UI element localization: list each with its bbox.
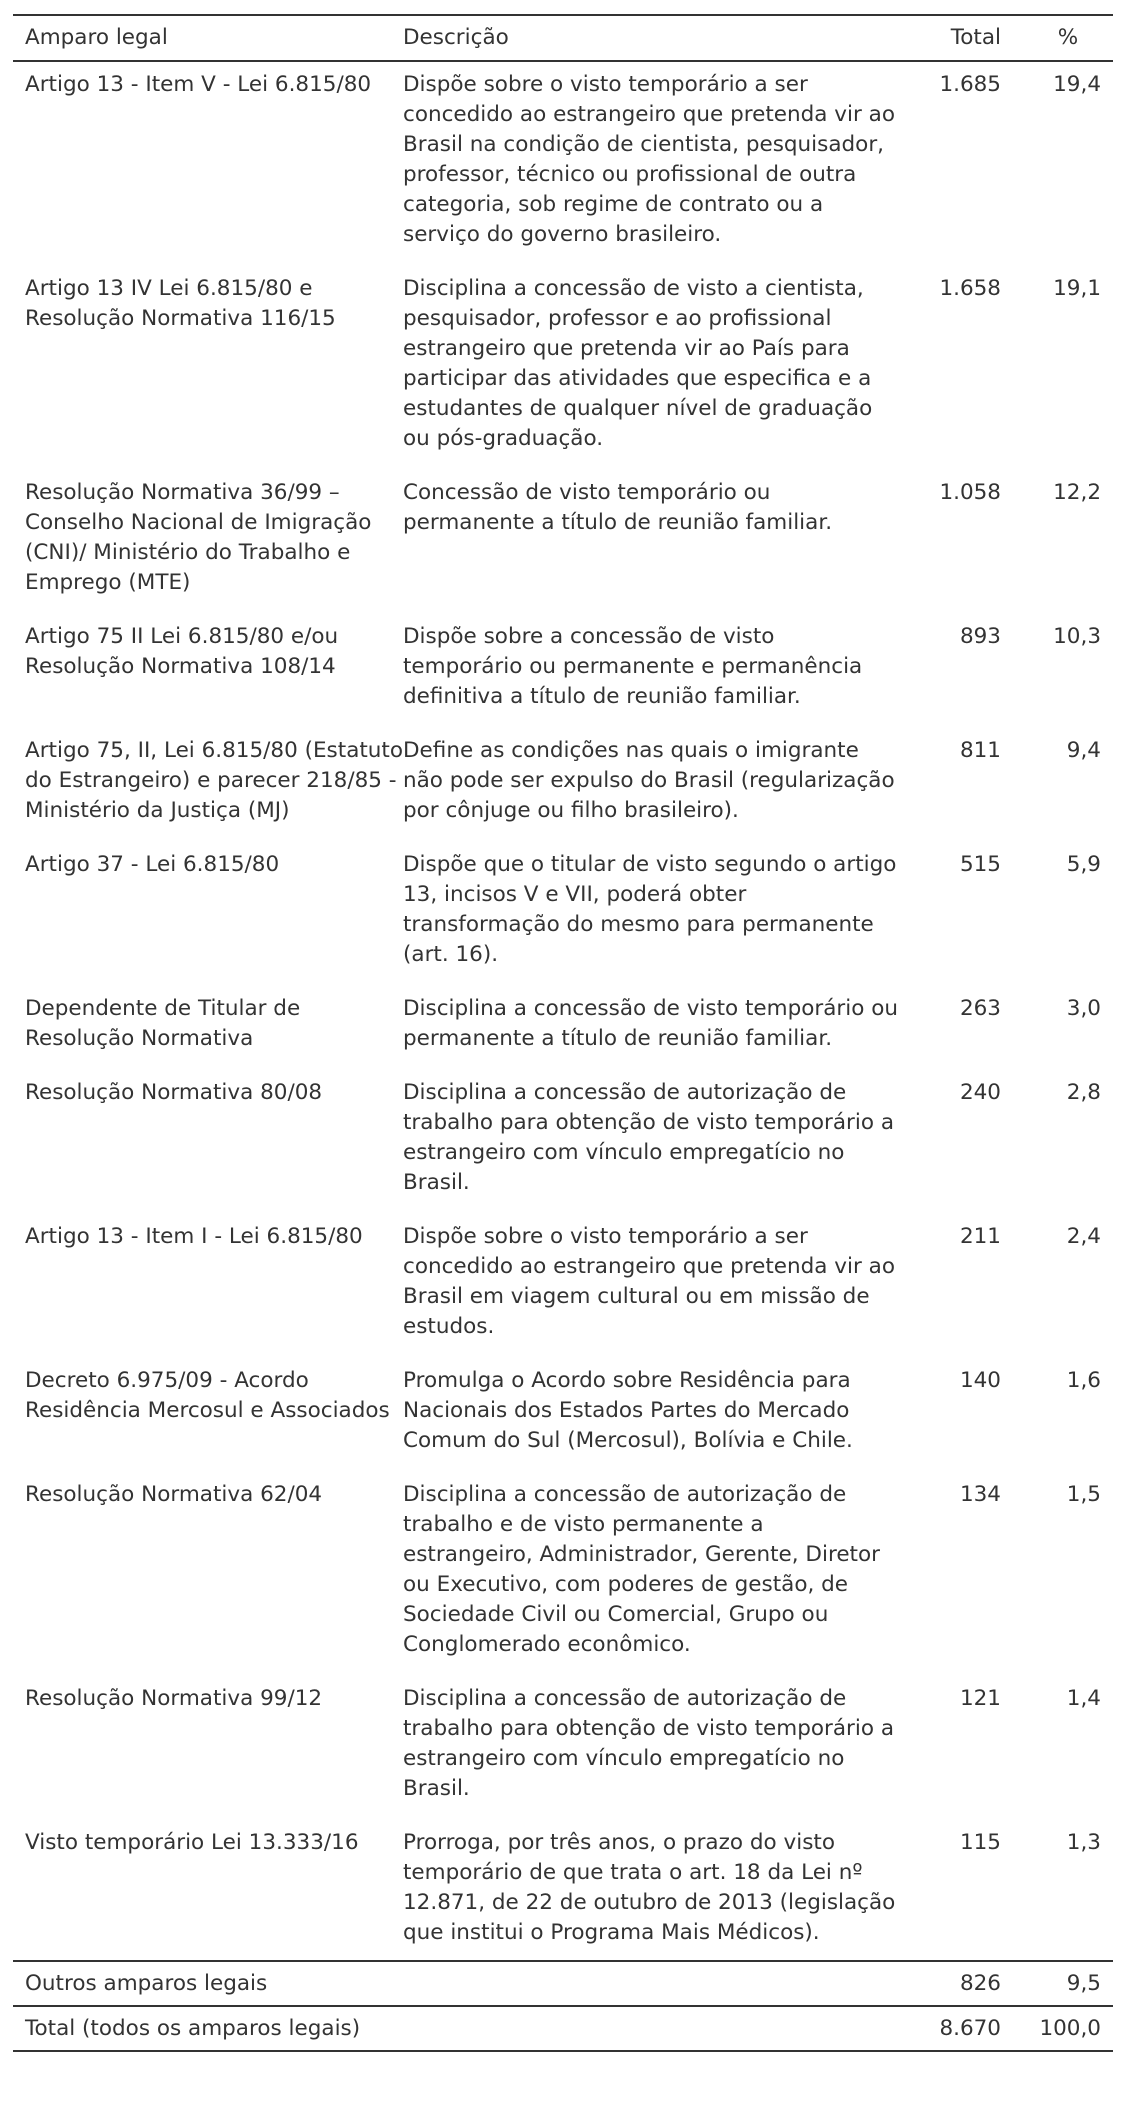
descricao-cell: Disciplina a concessão de visto temporário ou permanente a título de reunião familiar. [403,996,899,1051]
descricao-cell: Prorroga, por três anos, o prazo do visto temporário de que trata o art. 18 da Lei nº 12.871, de 22 de outubro de 2013 (legislação que institui o Programa Mais Médicos). [403,1830,896,1945]
total-cell: 121 [959,1686,1001,1711]
total-row [13,2006,1113,2051]
total-cell: 115 [959,1830,1001,1855]
table-header-row [13,15,1113,61]
table-row [13,1816,1113,1961]
header-pct: % [1057,25,1079,50]
pct-cell: 10,3 [1053,624,1101,649]
pct-cell: 2,4 [1066,1224,1101,1249]
descricao-cell: Concessão de visto temporário ou permanente a título de reunião familiar. [403,480,833,535]
total-cell: 140 [959,1368,1001,1393]
amparo-cell: Artigo 13 IV Lei 6.815/80 e Resolução Normativa 116/15 [25,276,336,331]
total-cell: 515 [959,852,1001,877]
pct-cell: 19,1 [1053,276,1101,301]
pct-cell: 12,2 [1053,480,1101,505]
pct-cell: 1,6 [1066,1368,1101,1393]
pct-cell: 19,4 [1053,72,1101,97]
descricao-cell: Disciplina a concessão de visto a cientista, pesquisador, professor e ao profissional estrangeiro que pretenda vir ao País para participar das atividades que especifica e a estudantes de qualquer nível de graduação ou pós-graduação. [403,276,873,451]
descricao-cell: Define as condições nas quais o imigrante não pode ser expulso do Brasil (regularização por cônjuge ou filho brasileiro). [403,738,895,823]
header-total: Total [950,25,1001,50]
table-row [13,724,1113,838]
total-cell: 134 [959,1482,1001,1507]
amparo-legal-table [13,14,1113,2052]
outros-pct: 9,5 [1066,1971,1101,1996]
total-cell: 1.658 [939,276,1001,301]
table-row [13,610,1113,724]
header-descricao: Descrição [403,25,509,50]
table-row [13,1468,1113,1672]
amparo-cell: Resolução Normativa 80/08 [25,1080,323,1105]
pct-cell: 1,3 [1066,1830,1101,1855]
outros-total: 826 [959,1971,1001,1996]
total-pct: 100,0 [1039,2016,1101,2041]
amparo-cell: Artigo 37 - Lei 6.815/80 [25,852,280,877]
total-cell: 1.058 [939,480,1001,505]
pct-cell: 1,5 [1066,1482,1101,1507]
outros-descricao [403,1961,918,2006]
total-cell: 1.685 [939,72,1001,97]
table-row [13,61,1113,262]
header-amparo: Amparo legal [25,25,168,50]
amparo-cell: Resolução Normativa 36/99 – Conselho Nacional de Imigração (CNI)/ Ministério do Trabalho e Emprego (MTE) [25,480,372,595]
pct-cell: 1,4 [1066,1686,1101,1711]
table-row [13,1354,1113,1468]
amparo-cell: Artigo 13 - Item I - Lei 6.815/80 [25,1224,363,1249]
table-row [13,982,1113,1066]
amparo-cell: Resolução Normativa 99/12 [25,1686,323,1711]
pct-cell: 5,9 [1066,852,1101,877]
pct-cell: 9,4 [1066,738,1101,763]
table-row [13,1066,1113,1210]
descricao-cell: Disciplina a concessão de autorização de trabalho e de visto permanente a estrangeiro, Administrador, Gerente, Diretor ou Executivo, com poderes de gestão, de Sociedade Civil ou Comercial, Grupo ou Conglomerado econômico. [403,1482,880,1657]
total-cell: 263 [959,996,1001,1021]
table-row [13,1672,1113,1816]
amparo-cell: Visto temporário Lei 13.333/16 [25,1830,359,1855]
total-cell: 811 [959,738,1001,763]
amparo-cell: Artigo 75, II, Lei 6.815/80 (Estatuto do Estrangeiro) e parecer 218/85 - Ministério da Justiça (MJ) [25,738,404,823]
amparo-cell: Resolução Normativa 62/04 [25,1482,323,1507]
table-row [13,1210,1113,1354]
total-cell: 893 [959,624,1001,649]
descricao-cell: Disciplina a concessão de autorização de trabalho para obtenção de visto temporário a estrangeiro com vínculo empregatício no Brasil. [403,1080,895,1195]
outros-label: Outros amparos legais [25,1971,268,1996]
table-container [0,14,1126,2052]
outros-row [13,1961,1113,2006]
pct-cell: 2,8 [1066,1080,1101,1105]
amparo-cell: Decreto 6.975/09 - Acordo Residência Mercosul e Associados [25,1368,390,1423]
table-row [13,466,1113,610]
total-descricao [403,2006,918,2051]
descricao-cell: Dispõe sobre a concessão de visto temporário ou permanente e permanência definitiva a título de reunião familiar. [403,624,863,709]
descricao-cell: Dispõe sobre o visto temporário a ser concedido ao estrangeiro que pretenda vir ao Brasil em viagem cultural ou em missão de estudos. [403,1224,895,1339]
table-row [13,838,1113,982]
total-cell: 240 [959,1080,1001,1105]
total-label: Total (todos os amparos legais) [25,2016,361,2041]
total-total: 8.670 [939,2016,1001,2041]
descricao-cell: Dispõe que o titular de visto segundo o artigo 13, incisos V e VII, poderá obter transformação do mesmo para permanente (art. 16). [403,852,897,967]
descricao-cell: Disciplina a concessão de autorização de trabalho para obtenção de visto temporário a estrangeiro com vínculo empregatício no Brasil. [403,1686,895,1801]
table-row [13,262,1113,466]
total-cell: 211 [959,1224,1001,1249]
amparo-cell: Artigo 75 II Lei 6.815/80 e/ou Resolução Normativa 108/14 [25,624,339,679]
amparo-cell: Dependente de Titular de Resolução Normativa [25,996,301,1051]
descricao-cell: Dispõe sobre o visto temporário a ser concedido ao estrangeiro que pretenda vir ao Brasil na condição de cientista, pesquisador, professor, técnico ou profissional de outra categoria, sob regime de contrato ou a serviço do governo brasileiro. [403,72,895,247]
descricao-cell: Promulga o Acordo sobre Residência para Nacionais dos Estados Partes do Mercado Comum do Sul (Mercosul), Bolívia e Chile. [403,1368,853,1453]
amparo-cell: Artigo 13 - Item V - Lei 6.815/80 [25,72,372,97]
pct-cell: 3,0 [1066,996,1101,1021]
